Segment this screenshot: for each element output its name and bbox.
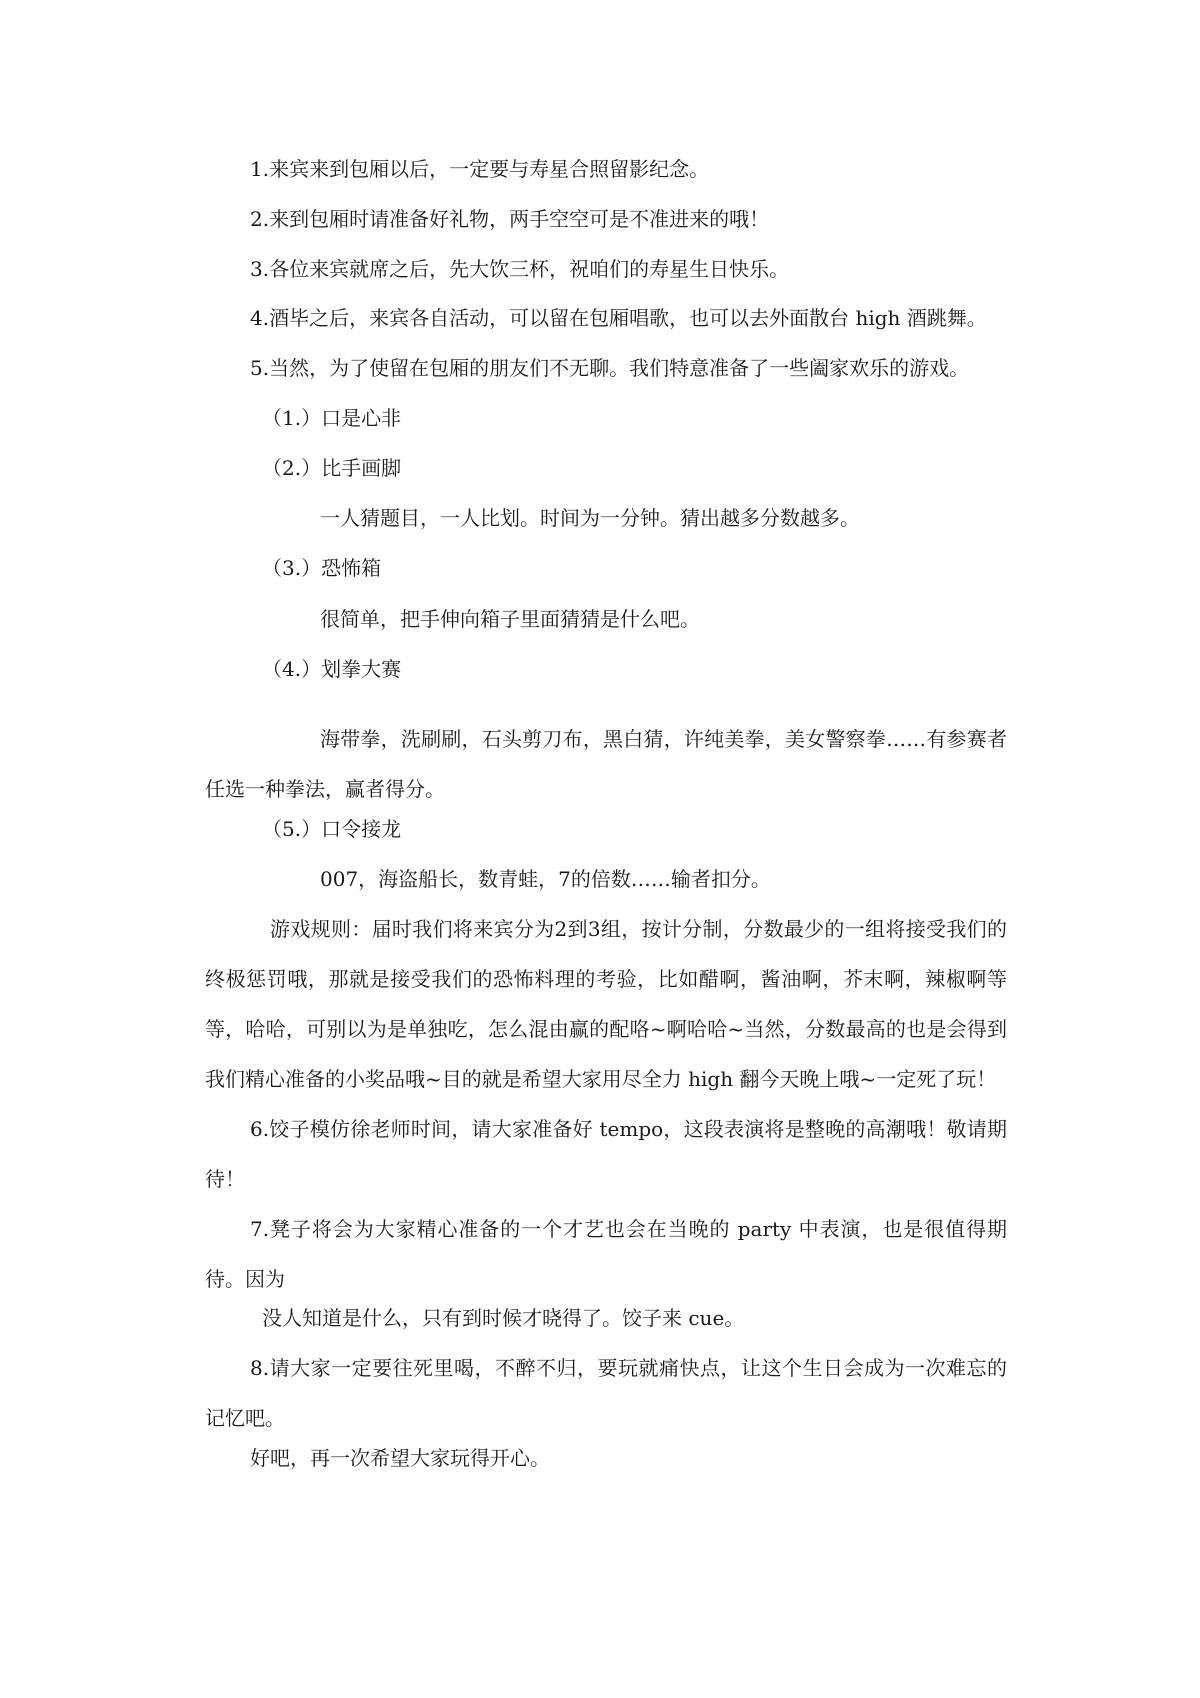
- item-6: 6.饺子模仿徐老师时间，请大家准备好 tempo，这段表演将是整晚的高潮哦！敬请期待！: [205, 1117, 1007, 1191]
- item-7: 7.凳子将会为大家精心准备的一个才艺也会在当晚的 party 中表演，也是很值得期待。因为: [205, 1217, 1007, 1291]
- game-rules: 游戏规则：届时我们将来宾分为2到3组，按计分制，分数最少的一组将接受我们的终极惩罚哦，那就是接受我们的恐怖料理的考验，比如醋啊，酱油啊，芥末啊，辣椒啊等等，哈哈，可别以为是单独吃，怎么混由赢的配咯~啊哈哈~当然，分数最高的也是会得到我们精心准备的小奖品哦~目的就是希望大家用尽全力 high 翻今天晚上哦~一定死了玩！: [205, 917, 1007, 1091]
- game-2-title: （2.）比手画脚: [262, 456, 402, 480]
- item-3: 3.各位来宾就席之后，先大饮三杯，祝咱们的寿星生日快乐。: [250, 257, 790, 281]
- item-1: 1.来宾来到包厢以后，一定要与寿星合照留影纪念。: [250, 157, 710, 181]
- game-5-description: 007，海盗船长，数青蛙，7的倍数……输者扣分。: [320, 867, 771, 891]
- closing-line: 好吧，再一次希望大家玩得开心。: [250, 1446, 550, 1470]
- game-3-title: （3.）恐怖箱: [262, 556, 382, 580]
- item-5: 5.当然，为了使留在包厢的朋友们不无聊。我们特意准备了一些阖家欢乐的游戏。: [250, 356, 970, 380]
- item-8: 8.请大家一定要往死里喝，不醉不归，要玩就痛快点，让这个生日会成为一次难忘的记忆吧。: [205, 1356, 1007, 1430]
- game-1-title: （1.）口是心非: [262, 406, 402, 430]
- game-5-title: （5.）口令接龙: [262, 817, 402, 841]
- item-4: 4.酒毕之后，来宾各自活动，可以留在包厢唱歌，也可以去外面散台 high 酒跳舞。: [250, 306, 987, 330]
- item-2: 2.来到包厢时请准备好礼物，两手空空可是不准进来的哦！: [250, 207, 770, 231]
- game-2-description: 一人猜题目，一人比划。时间为一分钟。猜出越多分数越多。: [320, 506, 860, 530]
- game-3-description: 很简单，把手伸向箱子里面猜猜是什么吧。: [320, 607, 700, 631]
- game-4-title: （4.）划拳大赛: [262, 657, 402, 681]
- item-7-continued: 没人知道是什么，只有到时候才晓得了。饺子来 cue。: [262, 1306, 745, 1330]
- game-4-description: 海带拳，洗刷刷，石头剪刀布，黑白猜，许纯美拳，美女警察拳……有参赛者任选一种拳法，赢者得分。: [205, 727, 1007, 801]
